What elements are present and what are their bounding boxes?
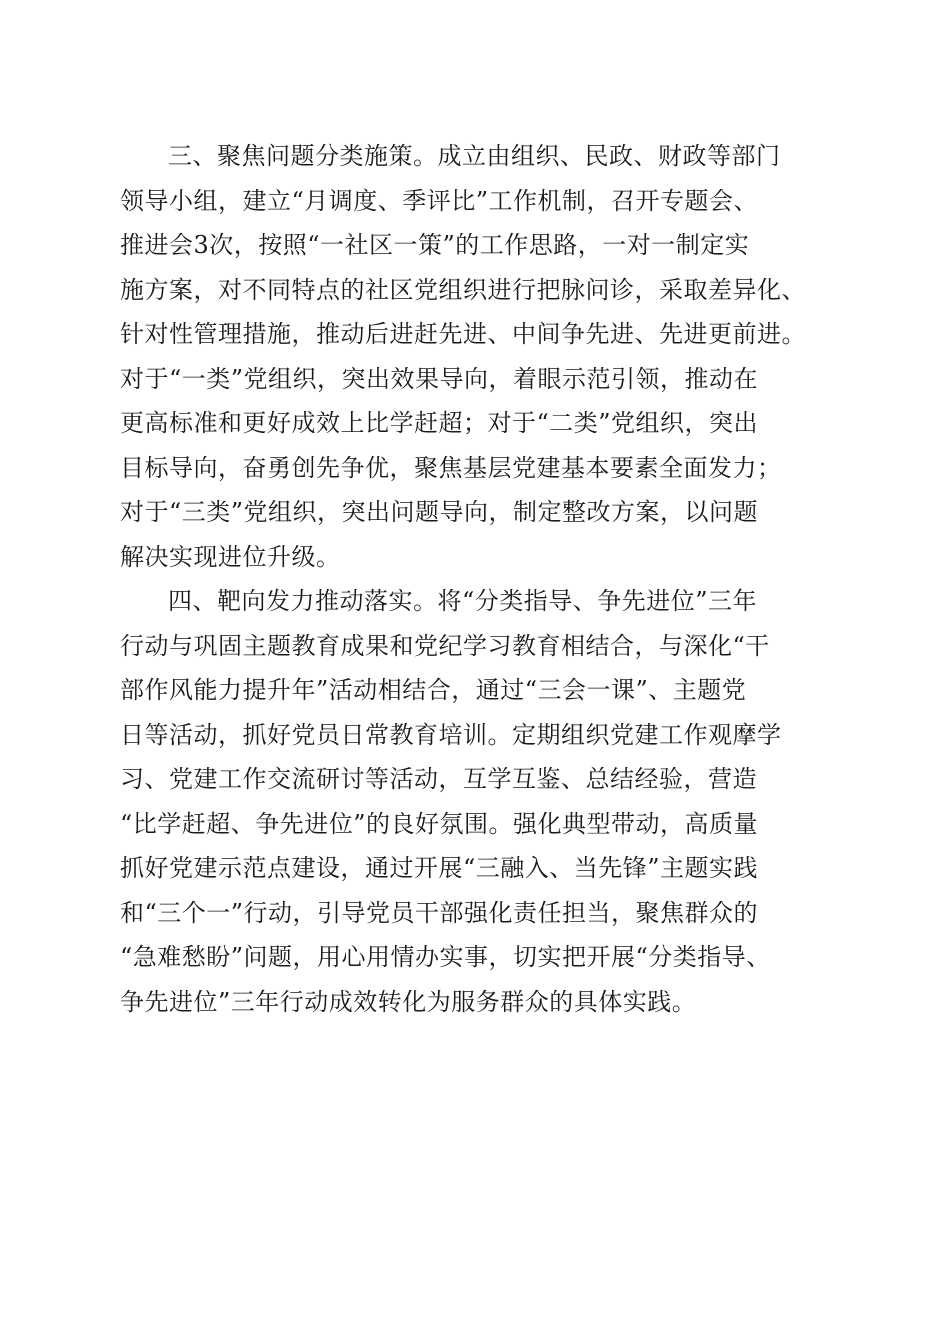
paragraph-line: 争先进位”三年行动成效转化为服务群众的具体实践。 bbox=[120, 987, 697, 1016]
paragraph-3 bbox=[120, 134, 840, 579]
paragraph-line: 四、靶向发力推动落实。将“分类指导、争先进位”三年 bbox=[168, 587, 758, 615]
paragraph-line: 日等活动，抓好党员日常教育培训。定期组织党建工作观摩学 bbox=[120, 720, 782, 749]
paragraph-line: 抓好党建示范点建设，通过开展“三融入、当先锋”主题实践 bbox=[120, 854, 759, 882]
paragraph-line: 三、聚焦问题分类施策。成立由组织、民政、财政等部门 bbox=[168, 142, 781, 170]
paragraph-4 bbox=[120, 579, 840, 1024]
paragraph-line: 目标导向，奋勇创先争优，聚焦基层党建基本要素全面发力； bbox=[120, 453, 782, 482]
paragraph-line: 对于“三类”党组织，突出问题导向，制定整改方案，以问题 bbox=[120, 498, 759, 526]
paragraph-line: 对于“一类”党组织，突出效果导向，着眼示范引领，推动在 bbox=[120, 364, 759, 393]
paragraph-line: 施方案，对不同特点的社区党组织进行把脉问诊，采取差异化、 bbox=[120, 275, 806, 304]
paragraph-line: 更高标准和更好成效上比学赶超；对于“二类”党组织，突出 bbox=[120, 409, 759, 437]
paragraph-line: 部作风能力提升年”活动相结合，通过“三会一课”、主题党 bbox=[120, 676, 747, 704]
paragraph-line: “急难愁盼”问题，用心用情办实事，切实把开展“分类指导、 bbox=[120, 943, 771, 971]
paragraph-line: 推进会3次，按照“一社区一策”的工作思路，一对一制定实 bbox=[120, 231, 750, 259]
paragraph-line: 习、党建工作交流研讨等活动，互学互鉴、总结经验，营造 bbox=[120, 765, 757, 793]
paragraph-line: 解决实现进位升级。 bbox=[120, 542, 341, 571]
paragraph-line: 和“三个一”行动，引导党员干部强化责任担当，聚焦群众的 bbox=[120, 898, 759, 927]
paragraph-line: 领导小组，建立“月调度、季评比”工作机制，召开专题会、 bbox=[120, 186, 759, 215]
paragraph-line: “比学赶超、争先进位”的良好氛围。强化典型带动，高质量 bbox=[120, 809, 759, 838]
body-text bbox=[120, 134, 840, 1024]
paragraph-line: 针对性管理措施，推动后进赶先进、中间争先进、先进更前进。 bbox=[120, 320, 806, 348]
paragraph-line: 行动与巩固主题教育成果和党纪学习教育相结合，与深化“干 bbox=[120, 631, 770, 660]
